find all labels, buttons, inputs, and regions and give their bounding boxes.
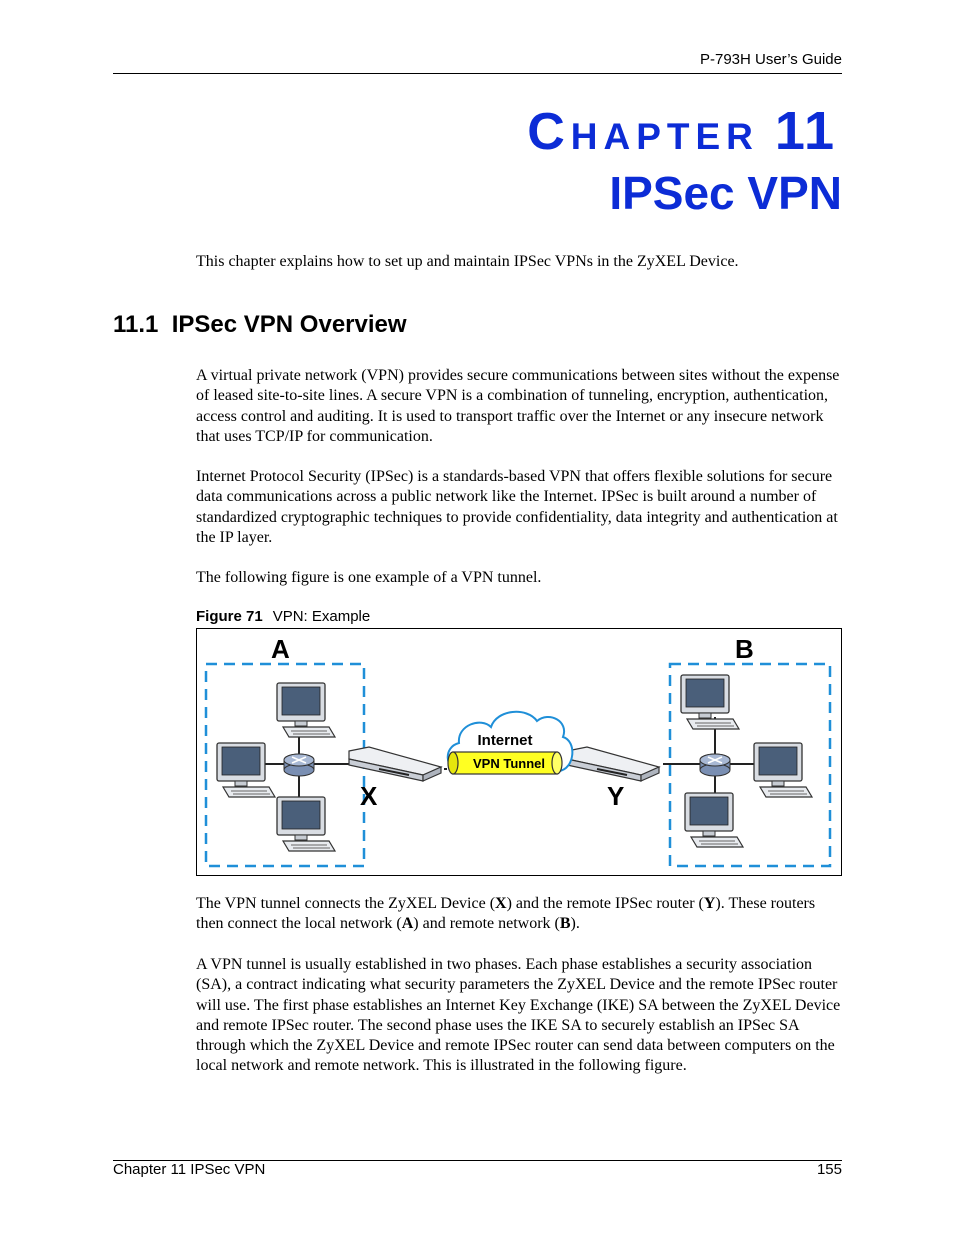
vpn-example-figure	[196, 628, 842, 876]
chapter-label-rest: HAPTER	[570, 116, 759, 157]
router-label-x: X	[360, 781, 378, 811]
remote-hub-icon	[700, 754, 730, 776]
page-number: 155	[816, 1161, 842, 1178]
bold-run: B	[559, 915, 571, 933]
network-label-b: B	[735, 634, 754, 664]
section-title: IPSec VPN Overview	[171, 311, 407, 338]
paragraph-ipsec-definition: Internet Protocol Security (IPSec) is a standards-based VPN that offers flexible solutions for secure data communications across a public network like the Internet. IPSec is built around a number of standardized cryptographic techniques to provide confidentiality, data integrity and authentication at the IP layer.	[196, 468, 838, 546]
cloud-label: Internet	[477, 732, 533, 749]
text-run: ) and remote network (	[413, 915, 560, 933]
remote-computer-icon	[685, 793, 743, 847]
paragraph-tunnel-description	[196, 894, 846, 935]
chapter-label-initial: C	[527, 103, 571, 161]
bold-run: X	[495, 895, 507, 912]
local-computer-icon	[217, 743, 275, 797]
remote-computer-icon	[754, 743, 812, 797]
figure-caption-text: VPN: Example	[272, 608, 371, 625]
figure-caption	[196, 608, 370, 625]
chapter-number: 11	[774, 101, 836, 161]
header-rule	[113, 73, 842, 74]
remote-ipsec-router-icon	[567, 747, 659, 781]
network-label-a: A	[271, 634, 290, 664]
zyxel-device-router-icon	[349, 747, 441, 781]
bold-run: Y	[703, 895, 716, 912]
text-run: ).	[570, 915, 580, 933]
text-run: ) and the remote IPSec router (	[506, 895, 704, 912]
text-run: ). These routers then connect the local network (	[196, 895, 816, 933]
local-hub-icon	[284, 754, 314, 776]
guide-title: P-793H User’s Guide	[699, 51, 842, 68]
local-computer-icon	[277, 683, 335, 737]
paragraph-vpn-definition: A virtual private network (VPN) provides secure communications between sites without the expense of leased site-to-site lines. A secure VPN is a combination of tunneling, encryption, authentication, access control and auditing. It is used to transport traffic over the Internet or any insecure network that uses TCP/IP for communication.	[196, 367, 840, 445]
text-run: The VPN tunnel connects the ZyXEL Device (	[196, 895, 496, 912]
bold-run: A	[401, 915, 414, 933]
chapter-label	[527, 100, 836, 162]
paragraph-figure-intro: The following figure is one example of a VPN tunnel.	[196, 569, 542, 586]
paragraph-phases: A VPN tunnel is usually established in two phases. Each phase establishes a security association (SA), a contract indicating what security parameters the ZyXEL Device and the remote IPSec router will use. The first phase establishes an Internet Key Exchange (IKE) SA between the ZyXEL Device and remote IPSec router. The second phase uses the IKE SA to securely establish an IPSec SA through which the ZyXEL Device and remote IPSec router can send data between computers on the local network and remote network. This is illustrated in the following figure.	[196, 956, 841, 1075]
local-computer-icon	[277, 797, 335, 851]
figure-caption-label: Figure 71	[196, 608, 263, 625]
footer-chapter: Chapter 11 IPSec VPN	[113, 1161, 266, 1178]
router-label-y: Y	[607, 781, 625, 811]
chapter-title: IPSec VPN	[609, 167, 842, 219]
section-heading	[113, 311, 407, 339]
vpn-diagram	[197, 629, 841, 875]
tunnel-label: VPN Tunnel	[473, 756, 545, 771]
section-number: 11.1	[113, 311, 159, 338]
remote-computer-icon	[681, 675, 739, 729]
intro-paragraph: This chapter explains how to set up and maintain IPSec VPNs in the ZyXEL Device.	[196, 253, 739, 270]
